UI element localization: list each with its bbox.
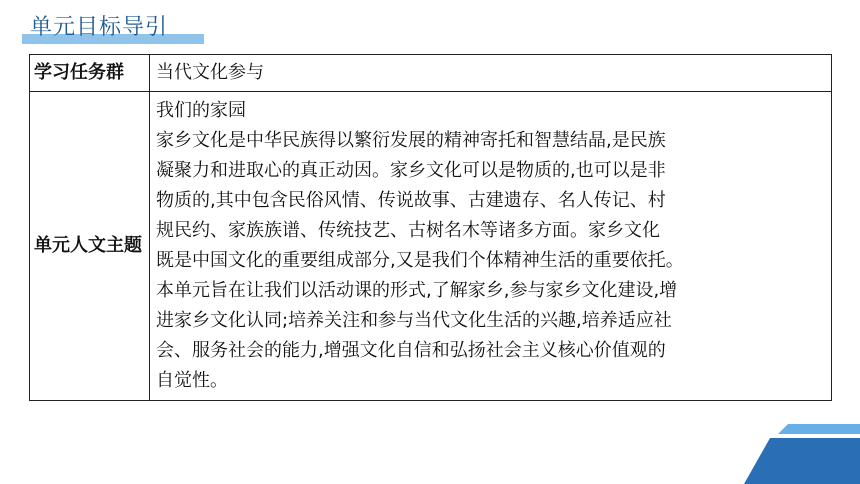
- table-row: [30, 92, 832, 401]
- corner-stripe-light: [778, 424, 860, 434]
- theme-line: 家乡文化是中华民族得以繁衍发展的精神寄托和智慧结晶,是民族: [156, 130, 666, 151]
- theme-line: 凝聚力和进取心的真正动因。家乡文化可以是物质的,也可以是非: [156, 160, 666, 181]
- theme-line: 我们的家园: [156, 100, 246, 121]
- row-value-task-group: 当代文化参与: [150, 55, 832, 92]
- theme-line: 会、服务社会的能力,增强文化自信和弘扬社会主义核心价值观的: [156, 340, 666, 361]
- row-value-theme: [150, 92, 832, 401]
- section-title: [22, 12, 204, 48]
- page-title: 单元目标导引: [30, 15, 169, 40]
- theme-paragraph: [156, 92, 825, 400]
- objectives-table: [29, 54, 832, 401]
- row-label-task-group: 学习任务群: [30, 55, 150, 92]
- row-label-theme: 单元人文主题: [30, 92, 150, 401]
- theme-line: 自觉性。: [156, 370, 228, 391]
- table-row: [30, 55, 832, 92]
- theme-line: 进家乡文化认同;培养关注和参与当代文化生活的兴趣,培养适应社: [156, 310, 672, 331]
- theme-line: 既是中国文化的重要组成部分,又是我们个体精神生活的重要依托。: [156, 250, 684, 271]
- theme-line: 本单元旨在让我们以活动课的形式,了解家乡,参与家乡文化建设,增: [156, 280, 678, 301]
- corner-decoration: [720, 424, 860, 484]
- theme-line: 规民约、家族族谱、传统技艺、古树名木等诸多方面。家乡文化: [156, 220, 660, 241]
- corner-stripe-dark: [744, 438, 860, 484]
- theme-line: 物质的,其中包含民俗风情、传说故事、古建遗存、名人传记、村: [156, 190, 666, 211]
